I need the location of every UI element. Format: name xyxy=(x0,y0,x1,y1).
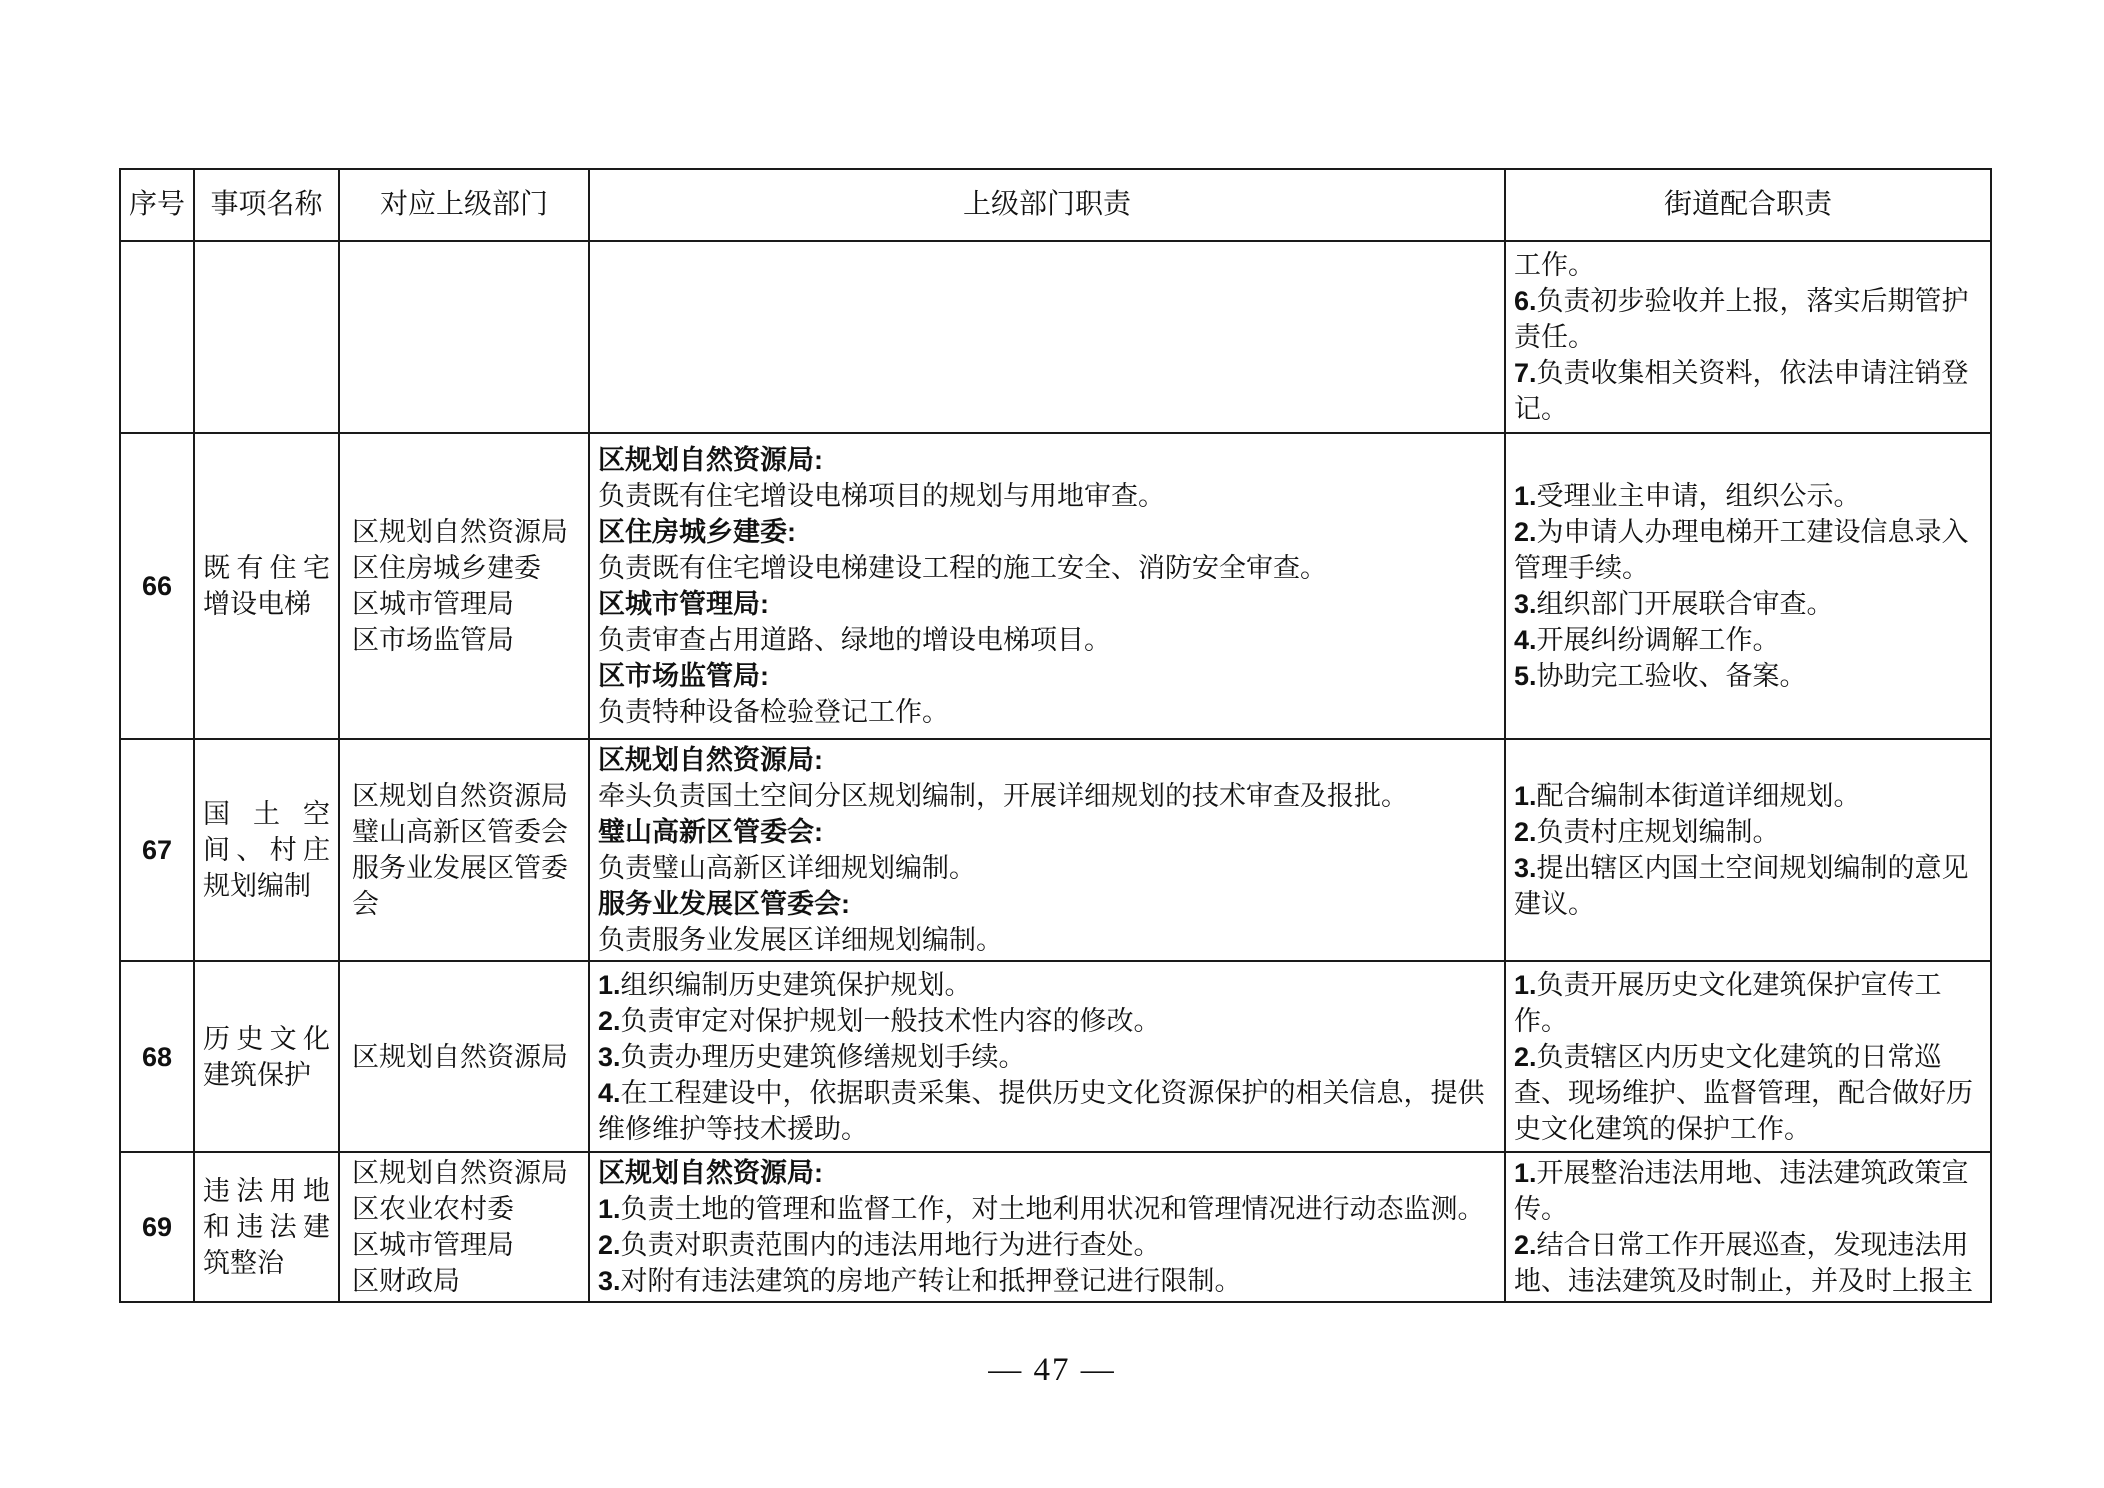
cell-departments xyxy=(339,1152,589,1302)
item-number: 7. xyxy=(1514,358,1537,388)
table-body xyxy=(120,241,1991,1302)
table-row xyxy=(120,739,1991,961)
text-line: 3.提出辖区内国土空间规划编制的意见建议。 xyxy=(1514,853,1969,919)
department-line: 区城市管理局 xyxy=(352,589,514,619)
text-line: 负责服务业发展区详细规划编制。 xyxy=(598,925,1003,955)
text-line: 2.负责辖区内历史文化建筑的日常巡查、现场维护、监督管理，配合做好历史文化建筑的保护工作。 xyxy=(1514,1041,1973,1144)
table-row xyxy=(120,1152,1991,1302)
duty-department-heading: 区规划自然资源局: xyxy=(598,1158,823,1188)
department-line: 区规划自然资源局 xyxy=(352,781,568,811)
text-line: 工作。 xyxy=(1514,250,1595,280)
cell-seq: 68 xyxy=(120,961,194,1152)
cell-street-duties xyxy=(1505,961,1991,1152)
cell-item-name xyxy=(194,241,339,433)
text-line: 3.组织部门开展联合审查。 xyxy=(1514,589,1834,619)
table-row xyxy=(120,961,1991,1152)
text-line: 6.负责初步验收并上报，落实后期管护责任。 xyxy=(1514,286,1969,352)
cell-street-duties xyxy=(1505,739,1991,961)
cell-departments xyxy=(339,433,589,739)
page-number: — 47 — xyxy=(988,1352,1116,1388)
item-number: 3. xyxy=(598,1041,621,1072)
item-number: 1. xyxy=(1514,781,1537,811)
table-row xyxy=(120,241,1991,433)
cell-superior-duties xyxy=(589,241,1505,433)
text-line: 负责璧山高新区详细规划编制。 xyxy=(598,853,976,883)
text-line: 1.配合编制本街道详细规划。 xyxy=(1514,781,1861,811)
text-line: 2.结合日常工作开展巡查，发现违法用地、违法建筑及时制止，并及时上报主 xyxy=(1514,1230,1973,1296)
column-header: 序号 xyxy=(120,169,194,241)
cell-seq: 69 xyxy=(120,1152,194,1302)
department-line: 区财政局 xyxy=(352,1266,460,1296)
text-line: 负责既有住宅增设电梯项目的规划与用地审查。 xyxy=(598,481,1165,511)
item-number: 3. xyxy=(598,1266,621,1296)
cell-street-duties xyxy=(1505,1152,1991,1302)
item-number: 2. xyxy=(1514,517,1537,547)
header-row xyxy=(120,169,1991,241)
department-line: 区农业农村委 xyxy=(352,1194,514,1224)
text-line: 负责审查占用道路、绿地的增设电梯项目。 xyxy=(598,625,1111,655)
text-line: 1.负责开展历史文化建筑保护宣传工作。 xyxy=(1514,969,1942,1036)
text-line: 负责既有住宅增设电梯建设工程的施工安全、消防安全审查。 xyxy=(598,553,1327,583)
column-header: 上级部门职责 xyxy=(589,169,1505,241)
department-line: 服务业发展区管委会 xyxy=(352,853,568,919)
text-line: 4.开展纠纷调解工作。 xyxy=(1514,625,1780,655)
department-line: 区住房城乡建委 xyxy=(352,553,541,583)
duty-department-heading: 区规划自然资源局: xyxy=(598,445,823,475)
text-line: 1.负责土地的管理和监督工作，对土地利用状况和管理情况进行动态监测。 xyxy=(598,1194,1485,1224)
cell-seq xyxy=(120,241,194,433)
cell-item-name: 国土空间、村庄规划编制 xyxy=(194,739,339,961)
duty-department-heading: 区城市管理局: xyxy=(598,589,769,619)
text-line: 牵头负责国土空间分区规划编制，开展详细规划的技术审查及报批。 xyxy=(598,781,1408,811)
column-header: 对应上级部门 xyxy=(339,169,589,241)
text-line: 5.协助完工验收、备案。 xyxy=(1514,661,1807,691)
cell-item-name: 既有住宅增设电梯 xyxy=(194,433,339,739)
item-number: 1. xyxy=(1514,481,1537,511)
cell-departments xyxy=(339,739,589,961)
duty-department-heading: 区市场监管局: xyxy=(598,661,769,691)
column-header: 事项名称 xyxy=(194,169,339,241)
department-line: 区规划自然资源局 xyxy=(352,1041,568,1072)
duties-table xyxy=(119,168,1992,1303)
text-line: 2.负责审定对保护规划一般技术性内容的修改。 xyxy=(598,1005,1161,1036)
duty-department-heading: 服务业发展区管委会: xyxy=(598,889,850,919)
item-number: 2. xyxy=(598,1005,621,1036)
text-line: 1.开展整治违法用地、违法建筑政策宣传。 xyxy=(1514,1158,1969,1224)
item-number: 1. xyxy=(1514,1158,1537,1188)
item-number: 3. xyxy=(1514,589,1537,619)
item-number: 3. xyxy=(1514,853,1537,883)
table-row xyxy=(120,433,1991,739)
cell-departments xyxy=(339,241,589,433)
column-header: 街道配合职责 xyxy=(1505,169,1991,241)
department-line: 区城市管理局 xyxy=(352,1230,514,1260)
text-line: 负责特种设备检验登记工作。 xyxy=(598,697,949,727)
department-line: 区规划自然资源局 xyxy=(352,1158,568,1188)
item-number: 6. xyxy=(1514,286,1537,316)
text-line: 2.负责对职责范围内的违法用地行为进行查处。 xyxy=(598,1230,1161,1260)
text-line: 3.对附有违法建筑的房地产转让和抵押登记进行限制。 xyxy=(598,1266,1242,1296)
cell-seq: 66 xyxy=(120,433,194,739)
department-line: 区规划自然资源局 xyxy=(352,517,568,547)
cell-street-duties xyxy=(1505,241,1991,433)
text-line: 1.受理业主申请，组织公示。 xyxy=(1514,481,1861,511)
department-line: 璧山高新区管委会 xyxy=(352,817,568,847)
item-number: 1. xyxy=(1514,969,1537,1000)
cell-superior-duties xyxy=(589,433,1505,739)
cell-departments xyxy=(339,961,589,1152)
text-line: 1.组织编制历史建筑保护规划。 xyxy=(598,969,972,1000)
cell-seq: 67 xyxy=(120,739,194,961)
text-line: 2.为申请人办理电梯开工建设信息录入管理手续。 xyxy=(1514,517,1969,583)
duty-department-heading: 区住房城乡建委: xyxy=(598,517,796,547)
duty-department-heading: 区规划自然资源局: xyxy=(598,745,823,775)
item-number: 5. xyxy=(1514,661,1537,691)
department-line: 区市场监管局 xyxy=(352,625,514,655)
text-line: 3.负责办理历史建筑修缮规划手续。 xyxy=(598,1041,1026,1072)
text-line: 2.负责村庄规划编制。 xyxy=(1514,817,1780,847)
cell-item-name: 违法用地和违法建筑整治 xyxy=(194,1152,339,1302)
item-number: 2. xyxy=(598,1230,621,1260)
text-line: 7.负责收集相关资料，依法申请注销登记。 xyxy=(1514,358,1969,424)
item-number: 4. xyxy=(1514,625,1537,655)
item-number: 2. xyxy=(1514,817,1537,847)
item-number: 2. xyxy=(1514,1041,1537,1072)
cell-street-duties xyxy=(1505,433,1991,739)
cell-superior-duties xyxy=(589,1152,1505,1302)
item-number: 1. xyxy=(598,1194,621,1224)
item-number: 2. xyxy=(1514,1230,1537,1260)
item-number: 1. xyxy=(598,969,621,1000)
item-number: 4. xyxy=(598,1077,621,1108)
cell-superior-duties xyxy=(589,739,1505,961)
text-line: 4.在工程建设中，依据职责采集、提供历史文化资源保护的相关信息，提供维修维护等技术援助。 xyxy=(598,1077,1485,1144)
cell-superior-duties xyxy=(589,961,1505,1152)
duty-department-heading: 璧山高新区管委会: xyxy=(598,817,823,847)
table-header xyxy=(120,169,1991,241)
cell-item-name: 历史文化建筑保护 xyxy=(194,961,339,1152)
